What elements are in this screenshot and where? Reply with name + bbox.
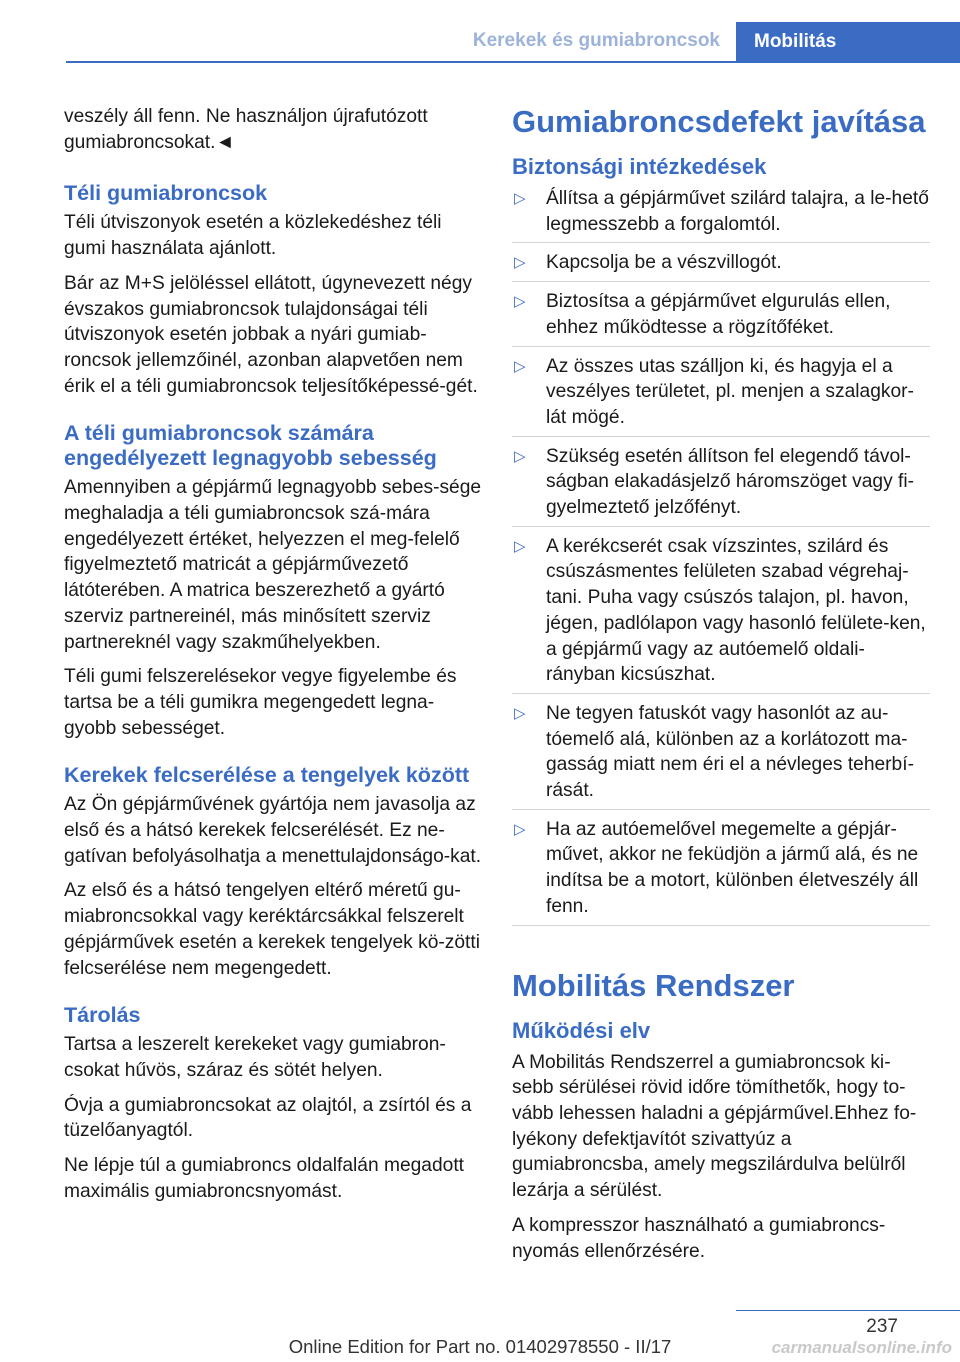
safety-steps-list	[512, 186, 930, 926]
swap-paragraph-1: Az Ön gépjárművének gyártója nem javasolja az első és a hátsó kerekek felcserélését. Ez ne-gatívan befolyásolhatja a menettulajdonságo-kat.	[64, 794, 482, 867]
list-item	[512, 701, 930, 810]
step-text: Az összes utas szálljon ki, és hagyja el a veszélyes területet, pl. menjen a szalagkor-lát mögé.	[546, 355, 914, 428]
operating-principle-heading: Működési elv	[512, 1017, 651, 1043]
list-item	[512, 534, 930, 694]
winter-speed-heading: A téli gumiabroncsok számára engedélyezett legnagyobb sebesség	[64, 421, 437, 471]
triangle-bullet-icon: ▷	[514, 704, 526, 722]
triangle-bullet-icon: ▷	[514, 447, 526, 465]
mobility-system-heading: Mobilitás Rendszer	[512, 967, 795, 1003]
list-item	[512, 354, 930, 437]
winter-paragraph-1: Téli útviszonyok esetén a közlekedéshez téli gumi használata ajánlott.	[64, 212, 442, 260]
tire-repair-heading: Gumiabroncsdefekt javítása	[512, 104, 926, 139]
storage-paragraph-3: Ne lépje túl a gumiabroncs oldalfalán megadott maximális gumiabroncsnyomást.	[64, 1155, 464, 1202]
triangle-bullet-icon: ▷	[514, 820, 526, 838]
page-header	[0, 0, 960, 62]
page-number: 237	[866, 1316, 898, 1337]
storage-paragraph-1: Tartsa a leszerelt kerekeket vagy gumiabron-csokat hűvös, száraz és sötét helyen.	[64, 1034, 446, 1081]
storage-heading: Tárolás	[64, 1003, 141, 1028]
list-item	[512, 289, 930, 346]
step-text: Biztosítsa a gépjárművet elgurulás ellen, ehhez működtesse a rögzítőféket.	[546, 291, 891, 338]
step-text: Szükség esetén állítson fel elegendő távol-ságban elakadásjelző háromszöget vagy fi-gyelmeztető jelzőfényt.	[546, 445, 914, 519]
list-item	[512, 444, 930, 527]
safety-measures-heading: Biztonsági intézkedések	[512, 154, 767, 179]
speed-paragraph-2: Téli gumi felszerelésekor vegye figyelembe és tartsa be a téli gumikra megengedett legna-gyobb sebességet.	[64, 666, 457, 739]
winter-paragraph-2: Bár az M+S jelöléssel ellátott, úgynevezett négy évszakos gumiabroncsok tulajdonságai téli útviszonyok esetén jobbak a nyári gumiab-roncsok jellemzőinél, azonban alapvetően nem érik el a téli gumiabroncsok teljesítőképessé-gét.	[64, 272, 478, 397]
right-column	[512, 104, 930, 1273]
winter-tires-heading: Téli gumiabroncsok	[64, 181, 268, 206]
list-item	[512, 186, 930, 243]
footer-rule	[736, 1310, 960, 1311]
storage-paragraph-2: Óvja a gumiabroncsokat az olajtól, a zsírtól és a tüzelőanyagtól.	[64, 1094, 472, 1142]
step-text: Ne tegyen fatuskót vagy hasonlót az au-tóemelő alá, különben az a korlátozott ma-gasság miatt nem éri el a névleges teherbí-rását.	[546, 702, 914, 802]
triangle-bullet-icon: ▷	[514, 537, 526, 555]
triangle-bullet-icon: ▷	[514, 254, 526, 272]
swap-paragraph-2: Az első és a hátsó tengelyen eltérő méretű gu-miabroncsokkal vagy keréktárcsákkal felszerelt gépjárművek esetén a kerekek tengelyek kö-zötti felcserélése nem megengedett.	[64, 880, 480, 979]
header-rule	[66, 61, 960, 63]
header-section-title: Kerekek és gumiabroncsok	[472, 30, 720, 51]
intro-paragraph: veszély áll fenn. Ne használjon újrafutózott gumiabroncsokat.◄	[64, 106, 428, 153]
header-chapter-tab: Mobilitás	[736, 22, 960, 62]
triangle-bullet-icon: ▷	[514, 190, 526, 207]
step-text: A kerékcserét csak vízszintes, szilárd és csúszásmentes felületen szabad végrehaj-tani. Puha vagy csúszós talajon, pl. havon, jégen, padlólapon vagy hasonló felülete-ken, a gépjármű vagy az autóemelő oldali-rányban kicsúszhat.	[546, 535, 926, 686]
step-text: Állítsa a gépjárművet szilárd talajra, a le-hető legmesszebb a forgalomtól.	[546, 188, 929, 235]
list-item	[512, 817, 930, 926]
speed-paragraph-1: Amennyiben a gépjármű legnagyobb sebes-sége meghaladja a téli gumiabroncsok szá-mára engedélyezett értéket, helyezzen el meg-felelő figyelmeztető matricát a gépjárművezető látóterében. A matrica beszerezhető a gyártó szerviz partnereinél, más minősített szerviz partnereknél vagy szakműhelyekben.	[64, 477, 482, 653]
edition-footer: Online Edition for Part no. 01402978550 - II/17	[288, 1336, 672, 1357]
step-text: Kapcsolja be a vészvillogót.	[546, 252, 782, 274]
left-column	[64, 104, 482, 1214]
principle-paragraph-2: A kompresszor használható a gumiabroncs-nyomás ellenőrzésére.	[512, 1214, 886, 1262]
step-text: Ha az autóemelővel megemelte a gépjár-művet, akkor ne feküdjön a jármű alá, és ne indítsa be a motort, különben életveszély áll fenn.	[546, 818, 919, 917]
watermark: carmanualsonline.info	[771, 1338, 952, 1357]
triangle-bullet-icon: ▷	[514, 293, 526, 311]
triangle-bullet-icon: ▷	[514, 357, 526, 375]
principle-paragraph-1: A Mobilitás Rendszerrel a gumiabroncsok ki-sebb sérülései rövid időre tömíthetők, hogy to-vább lehessen haladni a gépjárművel.Ehhez fo-lyékony defektjavítót szivattyúz a gumiabroncsba, amely megszilárdulva belülről lezárja a sérülést.	[512, 1051, 917, 1202]
wheel-swap-heading: Kerekek felcserélése a tengelyek között	[64, 763, 470, 788]
list-item	[512, 250, 930, 282]
